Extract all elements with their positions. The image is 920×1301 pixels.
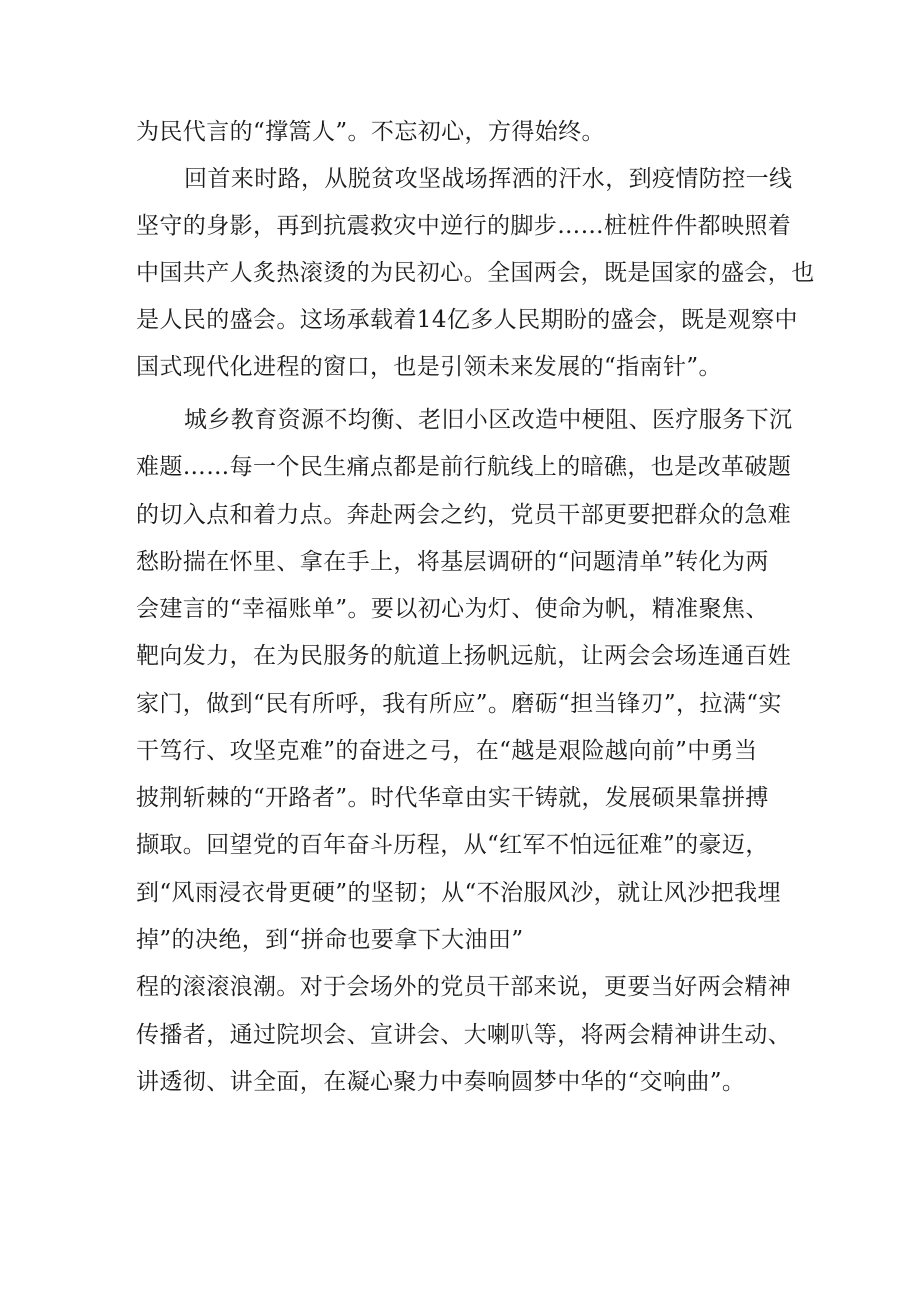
- text-line: 会建言的“幸福账单”。要以初心为灯、使命为帆，精准聚焦、: [136, 596, 769, 622]
- text-line: 为民代言的“撑篙人”。不忘初心，方得始终。: [136, 119, 605, 145]
- text-line: 靶向发力，在为民服务的航道上扬帆远航，让两会会场连通百姓: [136, 643, 792, 669]
- text-line: 撷取。回望党的百年奋斗历程，从“红军不怕远征难”的豪迈，: [136, 832, 769, 858]
- text-line: 难题……每一个民生痛点都是前行航线上的暗礁，也是改革破题: [136, 454, 792, 480]
- text-line: 城乡教育资源不均衡、老旧小区改造中梗阻、医疗服务下沉: [184, 407, 793, 433]
- text-line: 讲透彻、讲全面，在凝心聚力中奏响圆梦中华的“交响曲”。: [136, 1069, 746, 1095]
- text-line: 是人民的盛会。这场承载着14亿多人民期盼的盛会，既是观察中: [136, 307, 798, 333]
- text-line: 坚守的身影，再到抗震救灾中逆行的脚步……桩桩件件都映照着: [136, 213, 792, 239]
- text-line: 到“风雨浸衣骨更硬”的坚韧；从“不治服风沙，就让风沙把我埋: [136, 880, 781, 906]
- text-line: 的切入点和着力点。奔赴两会之约，党员干部更要把群众的急难: [136, 502, 792, 528]
- text-line: 中国共产人炙热滚烫的为民初心。全国两会，既是国家的盛会，也: [136, 260, 815, 286]
- text-line: 愁盼揣在怀里、拿在手上，将基层调研的“问题清单”转化为两: [136, 549, 769, 575]
- text-line: 国式现代化进程的窗口，也是引领未来发展的“指南针”。: [136, 354, 722, 380]
- text-line: 回首来时路，从脱贫攻坚战场挥洒的汗水，到疫情防控一线: [184, 166, 793, 192]
- text-line: 干笃行、攻坚克难”的奋进之弓，在“越是艰险越向前”中勇当: [136, 738, 758, 764]
- text-line: 披荆斩棘的“开路者”。时代华章由实干铸就，发展硕果靠拼搏: [136, 785, 769, 811]
- text-line: 家门，做到“民有所呼，我有所应”。磨砺“担当锋刃”，拉满“实: [136, 691, 782, 717]
- text-line: 掉”的决绝，到“拼命也要拿下大油田”: [136, 927, 524, 953]
- text-line: 程的滚滚浪潮。对于会场外的党员干部来说，更要当好两会精神: [136, 974, 792, 1000]
- text-line: 传播者，通过院坝会、宣讲会、大喇叭等，将两会精神讲生动、: [136, 1022, 792, 1048]
